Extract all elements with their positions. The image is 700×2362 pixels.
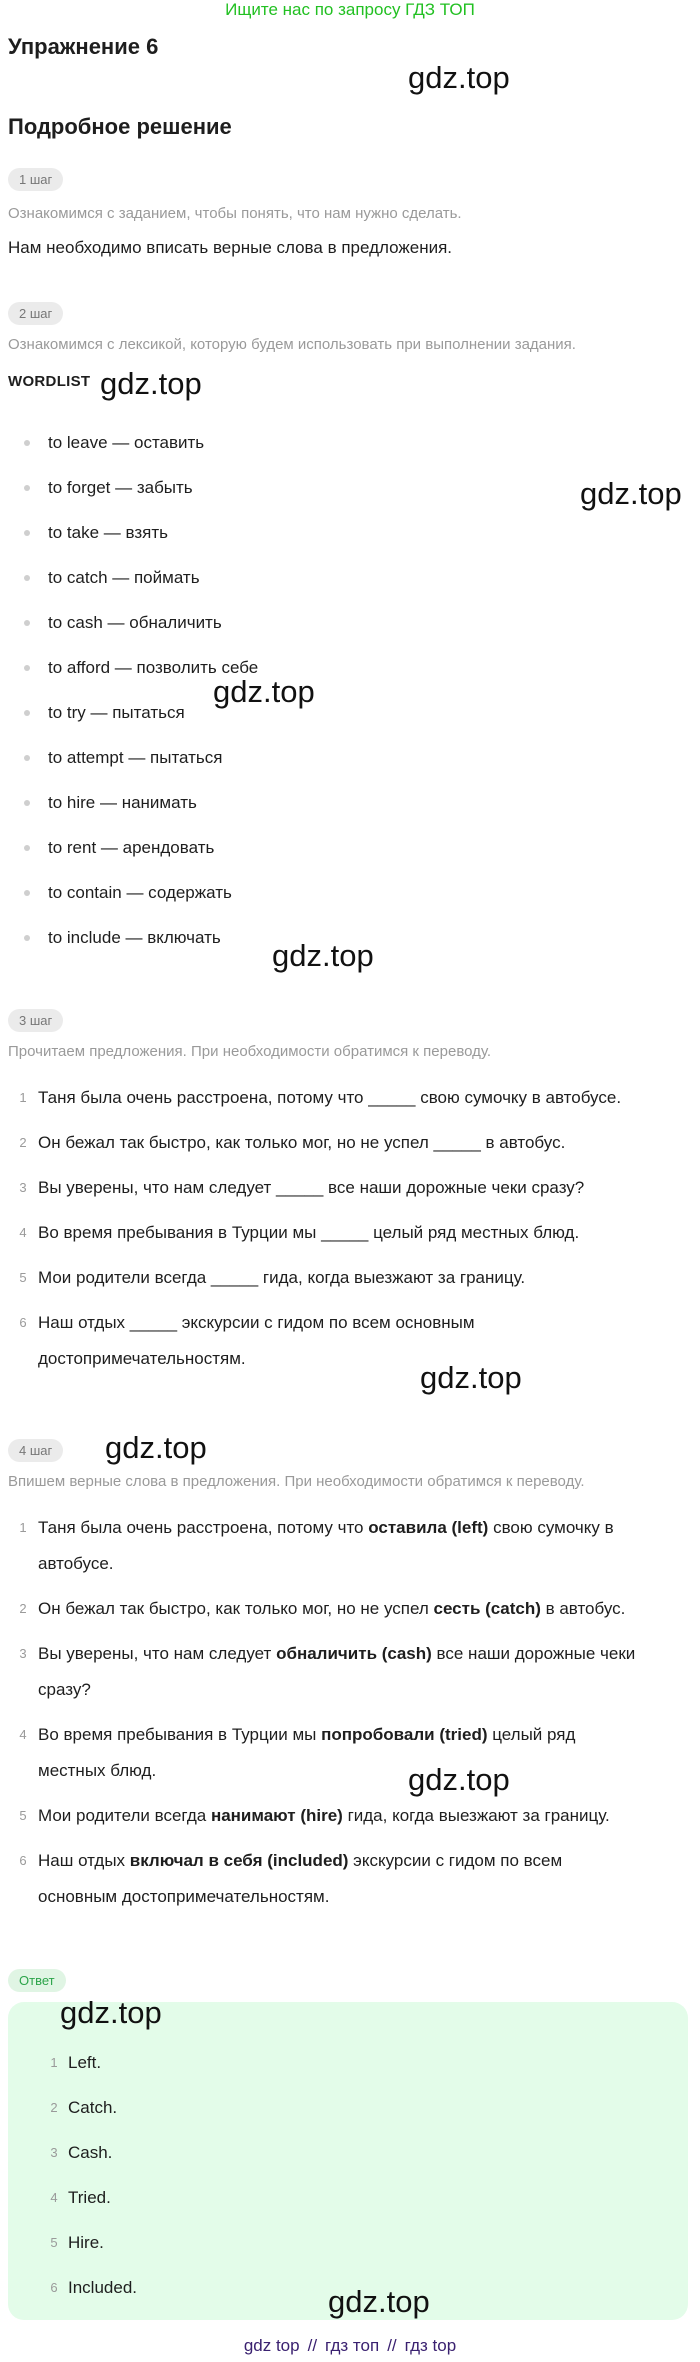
wordlist-entry: to afford — позволить себе	[48, 657, 259, 677]
item-number: 6	[19, 1853, 27, 1868]
sentence-line: местных блюд.	[38, 1761, 157, 1780]
item-number: 2	[50, 2100, 58, 2115]
item-number: 1	[19, 1090, 27, 1105]
list-item	[8, 1305, 688, 1377]
wordlist	[24, 420, 644, 960]
bullet-dot	[24, 530, 30, 536]
list-item	[24, 690, 644, 735]
list-item	[8, 1170, 688, 1206]
sentence-line: Наш отдых _____ экскурсии с гидом по всем основным	[38, 1313, 475, 1332]
step-2-hint: Ознакомимся с лексикой, которую будем использовать при выполнении задания.	[8, 336, 576, 353]
list-item	[40, 2175, 137, 2220]
item-number: 3	[19, 1180, 27, 1195]
sentence-line	[38, 1798, 678, 1834]
list-item	[8, 1125, 688, 1161]
list-item	[8, 1080, 688, 1116]
list-item	[24, 645, 644, 690]
sentence-part: Во время пребывания в Турции мы	[38, 1725, 322, 1744]
answer-badge: Ответ	[8, 1969, 66, 1992]
list-item	[8, 1717, 688, 1789]
watermark: gdz.top	[105, 1430, 207, 1465]
list-item	[24, 510, 644, 555]
wordlist-label: WORDLIST	[8, 373, 91, 390]
sentence-part: все наши дорожные чеки	[431, 1644, 636, 1663]
list-item	[8, 1215, 688, 1251]
sentence-line: сразу?	[38, 1680, 91, 1699]
sentence-text	[38, 1260, 678, 1296]
sentence-text	[38, 1798, 678, 1834]
item-number: 3	[50, 2145, 58, 2160]
answer-text: Cash.	[68, 2142, 113, 2162]
answer-text: Left.	[68, 2052, 102, 2072]
wordlist-entry: to contain — содержать	[48, 882, 232, 902]
bullet-dot	[24, 665, 30, 671]
sentence-line: Таня была очень расстроена, потому что _____ свою сумочку в автобусе.	[38, 1088, 622, 1107]
answer-text: Catch.	[68, 2097, 118, 2117]
list-item	[24, 870, 644, 915]
footer-separator: //	[387, 2336, 397, 2355]
sentence-text	[38, 1510, 678, 1582]
sentence-part: целый ряд	[487, 1725, 576, 1744]
section-title: Подробное решение	[8, 114, 232, 139]
sentence-part: Наш отдых	[38, 1851, 130, 1870]
bullet-dot	[24, 800, 30, 806]
answer-text: Included.	[68, 2277, 137, 2297]
wordlist-entry: to rent — арендовать	[48, 837, 215, 857]
watermark: gdz.top	[213, 674, 315, 709]
bullet-dot	[24, 485, 30, 491]
bullet-dot	[24, 935, 30, 941]
watermark: gdz.top	[272, 938, 374, 973]
list-item	[24, 780, 644, 825]
item-number: 5	[19, 1808, 27, 1823]
sentences-list	[8, 1080, 688, 1386]
sentence-text	[38, 1717, 678, 1789]
wordlist-entry: to hire — нанимать	[48, 792, 197, 812]
wordlist-entry: to attempt — пытаться	[48, 747, 223, 767]
list-item	[8, 1510, 688, 1582]
wordlist-entry: to leave — оставить	[48, 432, 205, 452]
footer-link-1[interactable]: gdz top	[243, 2336, 300, 2355]
page-title: Упражнение 6	[8, 34, 159, 59]
footer-separator: //	[307, 2336, 318, 2355]
step-3-hint: Прочитаем предложения. При необходимости обратимся к переводу.	[8, 1043, 492, 1060]
sentence-line: Он бежал так быстро, как только мог, но не успел _____ в автобус.	[38, 1133, 566, 1152]
answer-word: сесть (catch)	[433, 1599, 541, 1618]
step-1-text: Нам необходимо вписать верные слова в предложения.	[8, 238, 453, 257]
sentence-text	[38, 1843, 678, 1915]
sentence-text	[38, 1636, 678, 1708]
bullet-dot	[24, 845, 30, 851]
answer-word: нанимают (hire)	[210, 1806, 343, 1825]
sentence-line	[38, 1510, 678, 1546]
answer-word: обналичить (cash)	[276, 1644, 432, 1663]
answer-word: включал в себя (included)	[129, 1851, 349, 1870]
list-item	[8, 1591, 688, 1627]
sentence-line	[38, 1717, 678, 1753]
answer-text: Tried.	[68, 2187, 111, 2207]
sentence-part: Он бежал так быстро, как только мог, но не успел	[38, 1599, 434, 1618]
answer-word: попробовали (tried)	[321, 1725, 488, 1744]
sentence-part: экскурсии с гидом по всем	[348, 1851, 563, 1870]
list-item	[24, 555, 644, 600]
sentence-line: Мои родители всегда _____ гида, когда выезжают за границу.	[38, 1268, 526, 1287]
item-number: 1	[19, 1520, 27, 1535]
bullet-dot	[24, 440, 30, 446]
bullet-dot	[24, 710, 30, 716]
wordlist-entry: to catch — поймать	[48, 567, 200, 587]
sentence-line: основным достопримечательностям.	[38, 1887, 330, 1906]
wordlist-entry: to forget — забыть	[48, 477, 193, 497]
watermark: gdz.top	[408, 60, 510, 95]
filled-sentences-list	[8, 1510, 688, 1924]
bullet-dot	[24, 755, 30, 761]
list-item	[8, 1843, 688, 1915]
list-item	[24, 600, 644, 645]
sentence-text	[38, 1215, 678, 1251]
answer-word: оставила (left)	[368, 1518, 489, 1537]
sentence-part: гида, когда выезжают за границу.	[342, 1806, 610, 1825]
item-number: 4	[19, 1225, 27, 1240]
sentence-text	[38, 1125, 678, 1161]
watermark: gdz.top	[408, 1762, 510, 1797]
step-1-badge: 1 шаг	[8, 168, 63, 191]
watermark: gdz.top	[100, 366, 202, 401]
item-number: 6	[50, 2280, 58, 2295]
item-number: 4	[19, 1727, 27, 1742]
list-item	[40, 2085, 137, 2130]
sentence-line: достопримечательностям.	[38, 1349, 246, 1368]
sentence-text	[38, 1170, 678, 1206]
item-number: 5	[50, 2235, 58, 2250]
item-number: 4	[50, 2190, 58, 2205]
list-item	[40, 2265, 137, 2310]
sentence-line: Вы уверены, что нам следует _____ все наши дорожные чеки сразу?	[38, 1178, 585, 1197]
item-number: 6	[19, 1315, 27, 1330]
watermark: gdz.top	[328, 2284, 430, 2319]
list-item	[24, 825, 644, 870]
list-item	[8, 1260, 688, 1296]
sentence-line	[38, 1843, 678, 1879]
list-item	[40, 2220, 137, 2265]
sentence-part: Мои родители всегда	[38, 1806, 211, 1825]
watermark: gdz.top	[420, 1360, 522, 1395]
item-number: 2	[19, 1135, 27, 1150]
sentence-line: Во время пребывания в Турции мы _____ целый ряд местных блюд.	[38, 1223, 580, 1242]
step-3-badge: 3 шаг	[8, 1009, 63, 1032]
sentence-line: автобусе.	[38, 1554, 114, 1573]
item-number: 5	[19, 1270, 27, 1285]
wordlist-entry: to take — взять	[48, 522, 168, 542]
footer-link-3[interactable]: гдз top	[404, 2336, 457, 2355]
item-number: 1	[50, 2055, 58, 2070]
answer-list	[40, 2040, 137, 2310]
sentence-text	[38, 1305, 678, 1377]
sentence-part: в автобус.	[540, 1599, 626, 1618]
step-4-hint: Впишем верные слова в предложения. При необходимости обратимся к переводу.	[8, 1473, 585, 1490]
sentence-part: Таня была очень расстроена, потому что	[38, 1518, 369, 1537]
sentence-part: Вы уверены, что нам следует	[38, 1644, 277, 1663]
wordlist-entry: to cash — обналичить	[48, 612, 222, 632]
answer-text: Hire.	[68, 2232, 104, 2252]
footer-link-2[interactable]: гдз топ	[325, 2336, 380, 2355]
list-item	[24, 420, 644, 465]
footer	[0, 2336, 700, 2356]
list-item	[8, 1636, 688, 1708]
list-item	[40, 2040, 137, 2085]
sentence-text	[38, 1080, 678, 1116]
sentence-part: свою сумочку в	[488, 1518, 614, 1537]
bullet-dot	[24, 575, 30, 581]
step-2-badge: 2 шаг	[8, 302, 63, 325]
list-item	[40, 2130, 137, 2175]
wordlist-entry: to include — включать	[48, 927, 221, 947]
step-4-badge: 4 шаг	[8, 1439, 63, 1462]
bullet-dot	[24, 890, 30, 896]
item-number: 2	[19, 1601, 27, 1616]
top-banner: Ищите нас по запросу ГДЗ ТОП	[225, 0, 475, 19]
list-item	[24, 465, 644, 510]
step-1-hint: Ознакомимся с заданием, чтобы понять, что нам нужно сделать.	[8, 205, 462, 222]
watermark: gdz.top	[580, 476, 682, 511]
list-item	[8, 1798, 688, 1834]
list-item	[24, 735, 644, 780]
sentence-line	[38, 1636, 678, 1672]
item-number: 3	[19, 1646, 27, 1661]
wordlist-entry: to try — пытаться	[48, 702, 185, 722]
sentence-text	[38, 1591, 678, 1627]
watermark: gdz.top	[60, 1995, 162, 2030]
sentence-line	[38, 1591, 678, 1627]
bullet-dot	[24, 620, 30, 626]
